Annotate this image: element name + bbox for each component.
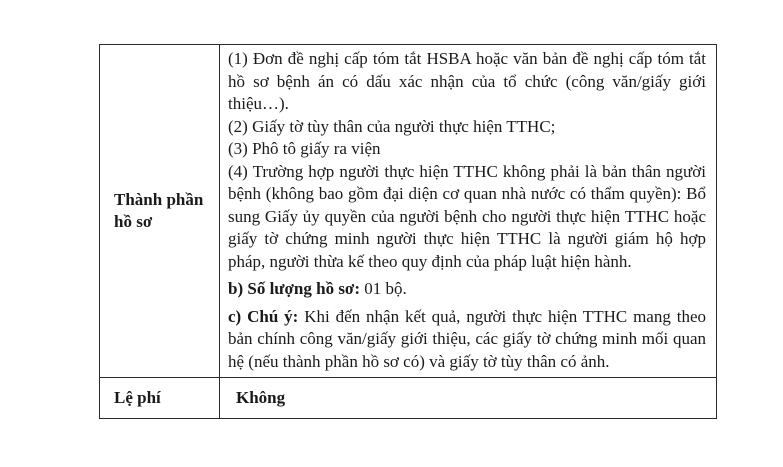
table-row-fee — [100, 378, 717, 419]
note-label: c) Chú ý: — [228, 306, 299, 326]
note-paragraph — [228, 306, 706, 374]
label-cell-components — [100, 45, 220, 378]
quantity-value: 01 bộ. — [360, 279, 407, 298]
row-label-components: Thành phần hồ sơ — [114, 190, 204, 231]
component-item-3: (3) Phô tô giấy ra viện — [228, 139, 381, 158]
component-item-4: (4) Trường hợp người thực hiện TTHC không phải là bản thân người bệnh (không bao gồm đại diện cơ quan nhà nước có thẩm quyền): Bổ sung Giấy ủy quyền của người bệnh cho người thực hiện TTHC hoặc giấy tờ chứng minh người thực hiện TTHC là người giám hộ hợp pháp, người thừa kế theo quy định của pháp luật hiện hành. — [228, 161, 706, 271]
content-cell-fee — [220, 378, 717, 419]
label-cell-fee — [100, 378, 220, 419]
content-cell-components — [220, 45, 717, 378]
table-row-components — [100, 45, 717, 378]
quantity-line — [228, 278, 706, 301]
component-item-1: (1) Đơn đề nghị cấp tóm tắt HSBA hoặc văn bản đề nghị cấp tóm tắt hồ sơ bệnh án có dấu xác nhận của tổ chức (công văn/giấy giới thiệu…). — [228, 49, 706, 113]
component-item-2: (2) Giấy tờ tùy thân của người thực hiện TTHC; — [228, 116, 556, 136]
note-text: Khi đến nhận kết quả, người thực hiện TTHC mang theo bản chính công văn/giấy giới thiệu, các giấy tờ chứng minh mối quan hệ (nếu thành phần hồ sơ có) và giấy tờ tùy thân có ảnh. — [228, 306, 706, 371]
procedure-table — [99, 44, 717, 419]
row-label-fee: Lệ phí — [114, 388, 161, 407]
fee-value: Không — [236, 388, 286, 407]
quantity-label: b) Số lượng hồ sơ: — [228, 279, 361, 298]
